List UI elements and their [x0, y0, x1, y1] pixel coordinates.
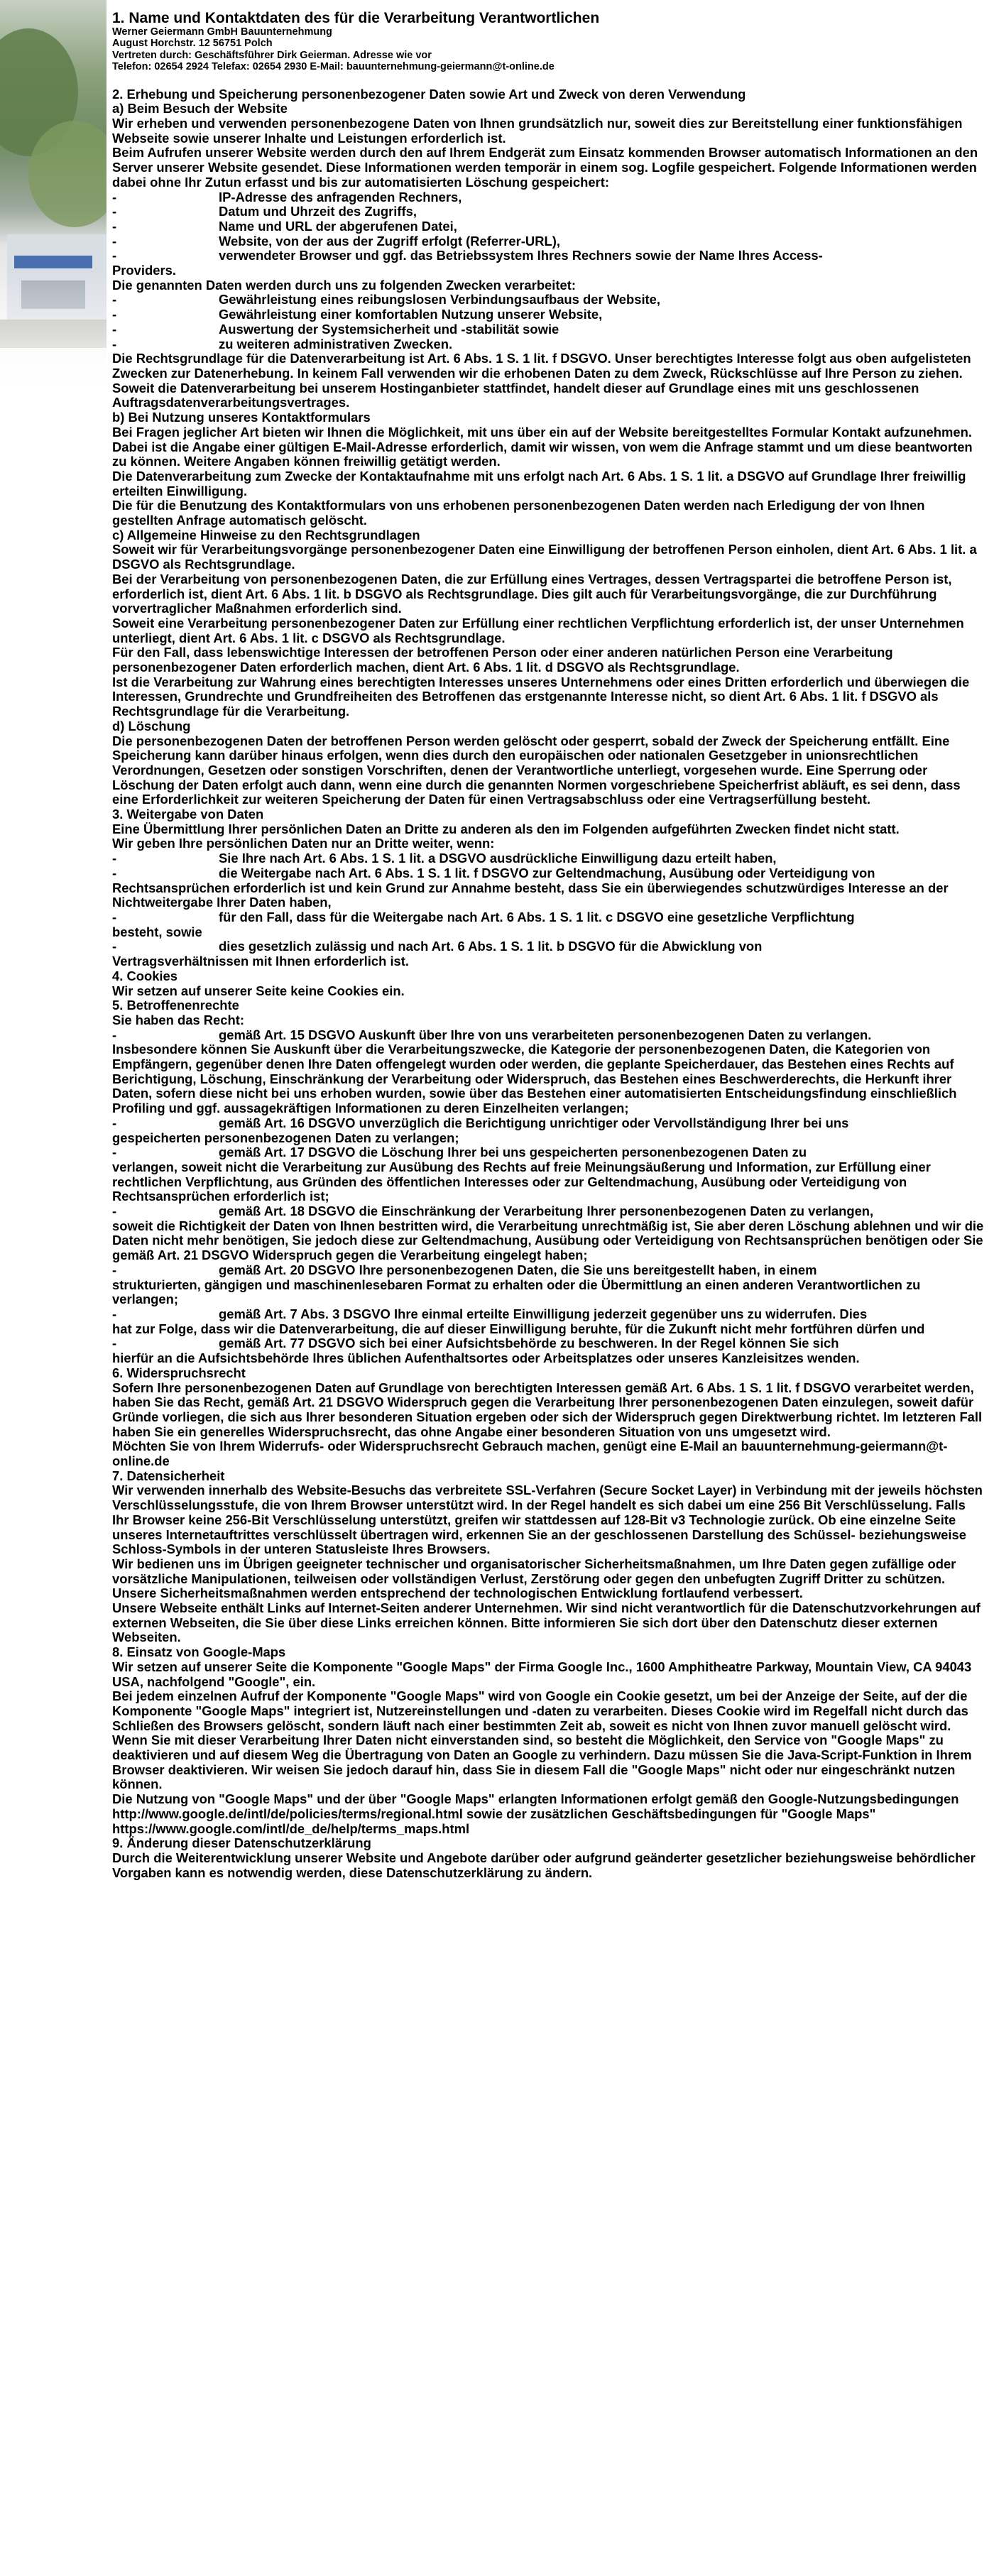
paragraph: soweit die Richtigkeit der Daten von Ihnen bestritten wird, die Verarbeitung unrechtmäßig ist, Sie aber deren Löschung ablehnen und wir die Daten nicht mehr benötigen, Sie jedoch diese zur Geltendmachung, Ausübung oder Verteidigung von Rechtsansprüchen benötigen oder Sie gemäß Art. 21 DSGVO Widerspruch gegen die Verarbeitung eingelegt haben;: [112, 1218, 984, 1263]
list-bullet-dash: -: [112, 1115, 117, 1130]
list-item: [112, 1204, 984, 1219]
paragraph: Wir erheben und verwenden personenbezogene Daten von Ihnen grundsätzlich nur, soweit dies zur Bereitstellung einer funktionsfähigen Webseite sowie unserer Inhalte und Leistungen erforderlich ist.: [112, 116, 963, 146]
list-bullet-dash: -: [112, 204, 117, 219]
paragraph: Möchten Sie von Ihrem Widerrufs- oder Widerspruchsrecht Gebrauch machen, genügt eine E-Mail an bauunternehmung-geiermann@t-online.de: [112, 1439, 948, 1469]
paragraph: a) Beim Besuch der Website: [112, 101, 288, 116]
paragraph: Bei jedem einzelnen Aufruf der Komponente "Google Maps" wird von Google ein Cookie gesetzt, um bei der Anzeige der Seite, auf der die Komponente "Google Maps" integriert ist, Nutzereinstellungen und -daten zu verarbeiten. Dieses Cookie wird im Regelfall nicht durch das Schließen des Browsers gelöscht, sondern läuft nach einer bestimmten Zeit ab, soweit es nicht von Ihnen zuvor manuell gelöscht wird.: [112, 1688, 968, 1733]
list-bullet-dash: -: [112, 233, 117, 249]
list-item-text: IP-Adresse des anfragenden Rechners,: [219, 189, 462, 204]
paragraph: Wir geben Ihre persönlichen Daten nur an Dritte weiter, wenn:: [112, 836, 495, 851]
list-item: [112, 1263, 984, 1278]
paragraph: strukturierten, gängigen und maschinenlesebaren Format zu erhalten oder die Übermittlung an einen anderen Verantwortlichen zu verlangen;: [112, 1277, 921, 1307]
paragraph: Vertragsverhältnissen mit Ihnen erforderlich ist.: [112, 954, 410, 969]
list-item: [112, 219, 984, 234]
paragraph: Bei der Verarbeitung von personenbezogenen Daten, die zur Erfüllung eines Vertrages, dessen Vertragspartei die betroffene Person ist, erforderlich ist, dient Art. 6 Abs. 1 lit. b DSGVO als Rechtsgrundlage. Dies gilt auch für Verarbeitungsvorgänge, die zur Durchführung vorvertraglicher Maßnahmen erforderlich sind.: [112, 571, 952, 616]
company-phone-email: Telefon: 02654 2924 Telefax: 02654 2930 E-Mail: bauunternehmung-geiermann@t-online.de: [112, 61, 555, 73]
section-heading: 2. Erhebung und Speicherung personenbezogener Daten sowie Art und Zweck von deren Verwendung: [112, 86, 746, 102]
list-item-text: gemäß Art. 7 Abs. 3 DSGVO Ihre einmal erteilte Einwilligung jederzeit gegenüber uns zu widerrufen. Dies: [219, 1306, 868, 1321]
paragraph: Die genannten Daten werden durch uns zu folgenden Zwecken verarbeitet:: [112, 277, 576, 293]
paragraph: Beim Aufrufen unserer Website werden durch den auf Ihrem Endgerät zum Einsatz kommenden Browser automatisch Informationen an den Server unserer Website gesendet. Diese Informationen werden temporär in einem sog. Logfile gespeichert. Folgende Informationen werden dabei ohne Ihr Zutun erfasst und bis zur automatisierten Löschung gespeichert:: [112, 145, 978, 190]
paragraph: b) Bei Nutzung unseres Kontaktformulars: [112, 410, 371, 425]
list-bullet-dash: -: [112, 307, 117, 322]
company-address: August Horchstr. 12 56751 Polch: [112, 38, 273, 50]
list-item-text: Gewährleistung eines reibungslosen Verbindungsaufbaus der Website,: [219, 292, 661, 307]
list-item-text: gemäß Art. 17 DSGVO die Löschung Ihrer bei uns gespeicherten personenbezogenen Daten zu: [219, 1145, 807, 1160]
paragraph: Die Nutzung von "Google Maps" und der über "Google Maps" erlangten Informationen erfolgt gemäß den Google-Nutzungsbedingungen http://www.google.de/intl/de/policies/terms/regional.html sowie der zusätzlichen Geschäftsbedingungen für "Google Maps" https://www.google.com/intl/de_de/help/terms_maps.html: [112, 1791, 959, 1836]
list-item: [112, 249, 984, 263]
list-bullet-dash: -: [112, 910, 117, 924]
list-item-text: gemäß Art. 16 DSGVO unverzüglich die Berichtigung unrichtiger oder Vervollständigung Ihrer bei uns: [219, 1115, 849, 1130]
paragraph: Eine Übermittlung Ihrer persönlichen Daten an Dritte zu anderen als den im Folgenden aufgeführten Zwecken findet nicht statt.: [112, 821, 900, 836]
list-bullet-dash: -: [112, 1336, 117, 1351]
list-item-text: zu weiteren administrativen Zwecken.: [219, 336, 453, 351]
company-name: Werner Geiermann GmbH Bauunternehmung: [112, 26, 332, 38]
list-bullet-dash: -: [112, 189, 117, 204]
list-item-text: Name und URL der abgerufenen Datei,: [219, 218, 457, 234]
paragraph: hat zur Folge, dass wir die Datenverarbeitung, die auf dieser Einwilligung beruhte, für die Zukunft nicht mehr fortführen dürfen und: [112, 1321, 925, 1336]
paragraph: hierfür an die Aufsichtsbehörde Ihres üblichen Aufenthaltsortes oder Arbeitsplatzes oder unseres Kanzleisitzes wenden.: [112, 1350, 860, 1366]
paragraph: Wir verwenden innerhalb des Website-Besuchs das verbreitete SSL-Verfahren (Secure Socket Layer) in Verbindung mit der jeweils höchsten Verschlüsselungsstufe, die von Ihrem Browser unterstützt wird. In der Regel handelt es sich dabei um eine 256 Bit Verschlüsselung. Falls Ihr Browser keine 256-Bit Verschlüsselung unterstützt, greifen wir stattdessen auf 128-Bit v3 Technologie zurück. Ob eine einzelne Seite unseres Internetauftrittes verschlüsselt übertragen wird, erkennen Sie an der geschlossenen Darstellung des Schüssel- beziehungsweise Schloss-Symbols in der unteren Statusleiste Ihres Browsers.: [112, 1483, 983, 1557]
paragraph: Soweit eine Verarbeitung personenbezogener Daten zur Erfüllung einer rechtlichen Verpflichtung erforderlich ist, der unser Unternehmen unterliegt, dient Art. 6 Abs. 1 lit. c DSGVO als Rechtsgrundlage.: [112, 615, 964, 645]
list-item: [112, 293, 984, 307]
privacy-policy-document: [112, 10, 984, 1880]
paragraph: 3. Weitergabe von Daten: [112, 807, 264, 822]
list-item: [112, 851, 984, 866]
paragraph: Für den Fall, dass lebenswichtige Interessen der betroffenen Person oder einer anderen natürlichen Person eine Verarbeitung personenbezogener Daten erforderlich machen, dient Art. 6 Abs. 1 lit. d DSGVO als Rechtsgrundlage.: [112, 645, 893, 675]
list-item: [112, 910, 984, 925]
section-1-heading: 1. Name und Kontaktdaten des für die Verarbeitung Verantwortlichen: [112, 10, 600, 26]
list-item: [112, 1145, 984, 1160]
paragraph: Providers.: [112, 263, 176, 278]
building-photo: [0, 0, 106, 398]
list-item-text: Datum und Uhrzeit des Zugriffs,: [219, 204, 417, 219]
paragraph: verlangen, soweit nicht die Verarbeitung zur Ausübung des Rechts auf freie Meinungsäußerung und Information, zur Erfüllung einer rechtlichen Verpflichtung, aus Gründen des öffentlichen Interesses oder zur Geltendmachung, Ausübung oder Verteidigung von Rechtsansprüchen erforderlich ist;: [112, 1159, 931, 1204]
list-item-text: Gewährleistung einer komfortablen Nutzung unserer Website,: [219, 307, 603, 322]
paragraph: d) Löschung: [112, 718, 191, 733]
paragraph: Wenn Sie mit dieser Verarbeitung Ihrer Daten nicht einverstanden sind, so besteht die Möglichkeit, den Service von "Google Maps" zu deaktivieren und auf diesem Weg die Übertragung von Daten an Google zu verhindern. Dazu müssen Sie die Java-Script-Funktion in Ihrem Browser deaktivieren. Wir weisen Sie jedoch darauf hin, dass Sie in diesem Fall die "Google Maps" nicht oder nur eingeschränkt nutzen können.: [112, 1732, 972, 1792]
list-item-text: gemäß Art. 15 DSGVO Auskunft über Ihre von uns verarbeiteten personenbezogenen Daten zu verlangen.: [219, 1027, 872, 1042]
list-bullet-dash: -: [112, 1027, 117, 1042]
list-item-text: die Weitergabe nach Art. 6 Abs. 1 S. 1 lit. f DSGVO zur Geltendmachung, Ausübung oder Verteidigung von: [219, 865, 875, 880]
list-item: [112, 337, 984, 352]
paragraph: Die Rechtsgrundlage für die Datenverarbeitung ist Art. 6 Abs. 1 S. 1 lit. f DSGVO. Unser berechtigtes Interesse folgt aus oben aufgelisteten Zwecken zur Datenerhebung. In keinem Fall verwenden wir die erhobenen Daten zu dem Zweck, Rückschlüsse auf Ihre Person zu ziehen. Soweit die Datenverarbeitung bei unserem Hostinganbieter stattfindet, handelt dieser auf Grundlage eines mit uns geschlossenen Auftragsdatenverarbeitungsvertrages.: [112, 351, 971, 410]
paragraph: Bei Fragen jeglicher Art bieten wir Ihnen die Möglichkeit, mit uns über ein auf der Website bereitgestelltes Formular Kontakt aufzunehmen. Dabei ist die Angabe einer gültigen E-Mail-Adresse erforderlich, damit wir wissen, von wem die Anfrage stammt und um diese beantworten zu können. Weitere Angaben können freiwillig getätigt werden.: [112, 424, 973, 469]
list-bullet-dash: -: [112, 851, 117, 866]
list-item-text: verwendeter Browser und ggf. das Betriebssystem Ihres Rechners sowie der Name Ihres Access-: [219, 248, 823, 263]
paragraph: Sofern Ihre personenbezogenen Daten auf Grundlage von berechtigten Interessen gemäß Art. 6 Abs. 1 S. 1 lit. f DSGVO verarbeitet werden, haben Sie das Recht, gemäß Art. 21 DSGVO Widerspruch gegen die Verarbeitung Ihrer personenbezogenen Daten einzulegen, soweit dafür Gründe vorliegen, die sich aus Ihrer besonderen Situation ergeben oder sich der Widerspruch gegen Direktwerbung richtet. Im letzteren Fall haben Sie ein generelles Widerspruchsrecht, das ohne Angabe einer besonderen Situation von uns umgesetzt wird.: [112, 1380, 983, 1439]
list-bullet-dash: -: [112, 865, 117, 880]
list-bullet-dash: -: [112, 218, 117, 234]
paragraph: besteht, sowie: [112, 924, 202, 939]
list-item: [112, 939, 984, 954]
list-item-text: gemäß Art. 77 DSGVO sich bei einer Aufsichtsbehörde zu beschweren. In der Regel können Sie sich: [219, 1336, 839, 1351]
list-item-text: dies gesetzlich zulässig und nach Art. 6 Abs. 1 S. 1 lit. b DSGVO für die Abwicklung von: [219, 939, 763, 954]
paragraph: Durch die Weiterentwicklung unserer Website und Angebote darüber oder aufgrund geänderter gesetzlicher beziehungsweise behördlicher Vorgaben kann es notwendig werden, diese Datenschutzerklärung zu ändern.: [112, 1850, 976, 1880]
paragraph: Die Datenverarbeitung zum Zwecke der Kontaktaufnahme mit uns erfolgt nach Art. 6 Abs. 1 S. 1 lit. a DSGVO auf Grundlage Ihrer freiwillig erteilten Einwilligung.: [112, 468, 966, 498]
company-representative: Vertreten durch: Geschäftsführer Dirk Geierman. Adresse wie vor: [112, 49, 432, 61]
list-item: [112, 190, 984, 205]
paragraph: Wir setzen auf unserer Seite die Komponente "Google Maps" der Firma Google Inc., 1600 Amphitheatre Parkway, Mountain View, CA 94043 USA, nachfolgend "Google", ein.: [112, 1659, 972, 1689]
list-bullet-dash: -: [112, 939, 117, 954]
list-item: [112, 204, 984, 219]
list-item-text: Auswertung der Systemsicherheit und -stabilität sowie: [219, 321, 559, 337]
list-item-text: für den Fall, dass für die Weitergabe nach Art. 6 Abs. 1 S. 1 lit. c DSGVO eine gesetzliche Verpflichtung: [219, 910, 855, 924]
list-item: [112, 322, 984, 337]
list-item-text: Website, von der aus der Zugriff erfolgt (Referrer-URL),: [219, 233, 560, 249]
list-item: [112, 1028, 984, 1043]
list-item: [112, 234, 984, 249]
list-item-text: gemäß Art. 20 DSGVO Ihre personenbezogenen Daten, die Sie uns bereitgestellt haben, in einem: [219, 1262, 817, 1277]
paragraph: 8. Einsatz von Google-Maps: [112, 1644, 286, 1660]
list-item: [112, 1116, 984, 1131]
list-item: [112, 1336, 984, 1351]
paragraph: Ist die Verarbeitung zur Wahrung eines berechtigten Interesses unseres Unternehmens oder eines Dritten erforderlich und überwiegen die Interessen, Grundrechte und Grundfreiheiten des Betroffenen das erstgenannte Interesse nicht, so dient Art. 6 Abs. 1 lit. f DSGVO als Rechtsgrundlage für die Verarbeitung.: [112, 674, 970, 719]
paragraph: Insbesondere können Sie Auskunft über die Verarbeitungszwecke, die Kategorie der personenbezogenen Daten, die Kategorien von Empfängern, gegenüber denen Ihre Daten offengelegt wurden oder werden, die geplante Speicherdauer, das Bestehen eines Rechts auf Berichtigung, Löschung, Einschränkung der Verarbeitung oder Widerspruch, das Bestehen eines Beschwerderechts, die Herkunft ihrer Daten, sofern diese nicht bei uns erhoben wurden, sowie über das Bestehen einer automatisierten Entscheidungsfindung einschließlich Profiling und ggf. aussagekräftigen Informationen zu deren Einzelheiten verlangen;: [112, 1042, 957, 1116]
paragraph: Unsere Webseite enthält Links auf Internet-Seiten anderer Unternehmen. Wir sind nicht verantwortlich für die Datenschutzvorkehrungen auf externen Webseiten, die Sie über diese Links erreichen können. Bitte informieren Sie sich dort über den Datenschutz dieser externen Webseiten.: [112, 1600, 981, 1645]
paragraph: Rechtsansprüchen erforderlich ist und kein Grund zur Annahme besteht, dass Sie ein überwiegendes schutzwürdiges Interesse an der Nichtweitergabe Ihrer Daten haben,: [112, 880, 949, 910]
list-item: [112, 307, 984, 322]
list-item-text: Sie Ihre nach Art. 6 Abs. 1 S. 1 lit. a DSGVO ausdrückliche Einwilligung dazu erteilt haben,: [219, 851, 777, 866]
paragraph: 5. Betroffenenrechte: [112, 998, 239, 1013]
list-bullet-dash: -: [112, 1262, 117, 1277]
list-bullet-dash: -: [112, 1145, 117, 1160]
list-bullet-dash: -: [112, 1306, 117, 1321]
paragraph: Die für die Benutzung des Kontaktformulars von uns erhobenen personenbezogenen Daten werden nach Erledigung der von Ihnen gestellten Anfrage automatisch gelöscht.: [112, 498, 925, 528]
paragraph: 7. Datensicherheit: [112, 1468, 225, 1483]
paragraph: 6. Widerspruchsrecht: [112, 1365, 246, 1380]
paragraph: 9. Änderung dieser Datenschutzerklärung: [112, 1835, 371, 1851]
paragraph: c) Allgemeine Hinweise zu den Rechtsgrundlagen: [112, 527, 420, 542]
list-bullet-dash: -: [112, 1204, 117, 1219]
paragraph: gespeicherten personenbezogenen Daten zu verlangen;: [112, 1130, 459, 1145]
list-item-text: gemäß Art. 18 DSGVO die Einschränkung der Verarbeitung Ihrer personenbezogenen Daten zu verlangen,: [219, 1204, 874, 1219]
paragraph: Soweit wir für Verarbeitungsvorgänge personenbezogener Daten eine Einwilligung der betroffenen Person einholen, dient Art. 6 Abs. 1 lit. a DSGVO als Rechtsgrundlage.: [112, 542, 977, 572]
paragraph: Wir bedienen uns im Übrigen geeigneter technischer und organisatorischer Sicherheitsmaßnahmen, um Ihre Daten gegen zufällige oder vorsätzliche Manipulationen, teilweisen oder vollständigen Verlust, Zerstörung oder gegen den unbefugten Zugriff Dritter zu schützen. Unsere Sicherheitsmaßnahmen werden entsprechend der technologischen Entwicklung fortlaufend verbessert.: [112, 1556, 956, 1601]
list-item: [112, 1307, 984, 1322]
list-bullet-dash: -: [112, 248, 117, 263]
list-bullet-dash: -: [112, 336, 117, 351]
paragraph: Die personenbezogenen Daten der betroffenen Person werden gelöscht oder gesperrt, sobald der Zweck der Speicherung entfällt. Eine Speicherung kann darüber hinaus erfolgen, wenn dies durch den europäischen oder nationalen Gesetzgeber in unionsrechtlichen Verordnungen, Gesetzen oder sonstigen Vorschriften, denen der Verantwortliche unterliegt, vorgesehen wurde. Eine Sperrung oder Löschung der Daten erfolgt auch dann, wenn eine durch die genannten Normen vorgeschriebene Speicherfrist abläuft, es sei denn, dass eine Erforderlichkeit zur weiteren Speicherung der Daten für einen Vertragsabschluss oder eine Vertragserfüllung besteht.: [112, 733, 961, 807]
policy-body: [112, 87, 984, 1881]
list-bullet-dash: -: [112, 292, 117, 307]
contact-block: [112, 26, 984, 73]
list-item: [112, 866, 984, 881]
paragraph: 4. Cookies: [112, 968, 178, 983]
paragraph: Sie haben das Recht:: [112, 1012, 244, 1027]
paragraph: Wir setzen auf unserer Seite keine Cookies ein.: [112, 983, 405, 998]
list-bullet-dash: -: [112, 321, 117, 337]
